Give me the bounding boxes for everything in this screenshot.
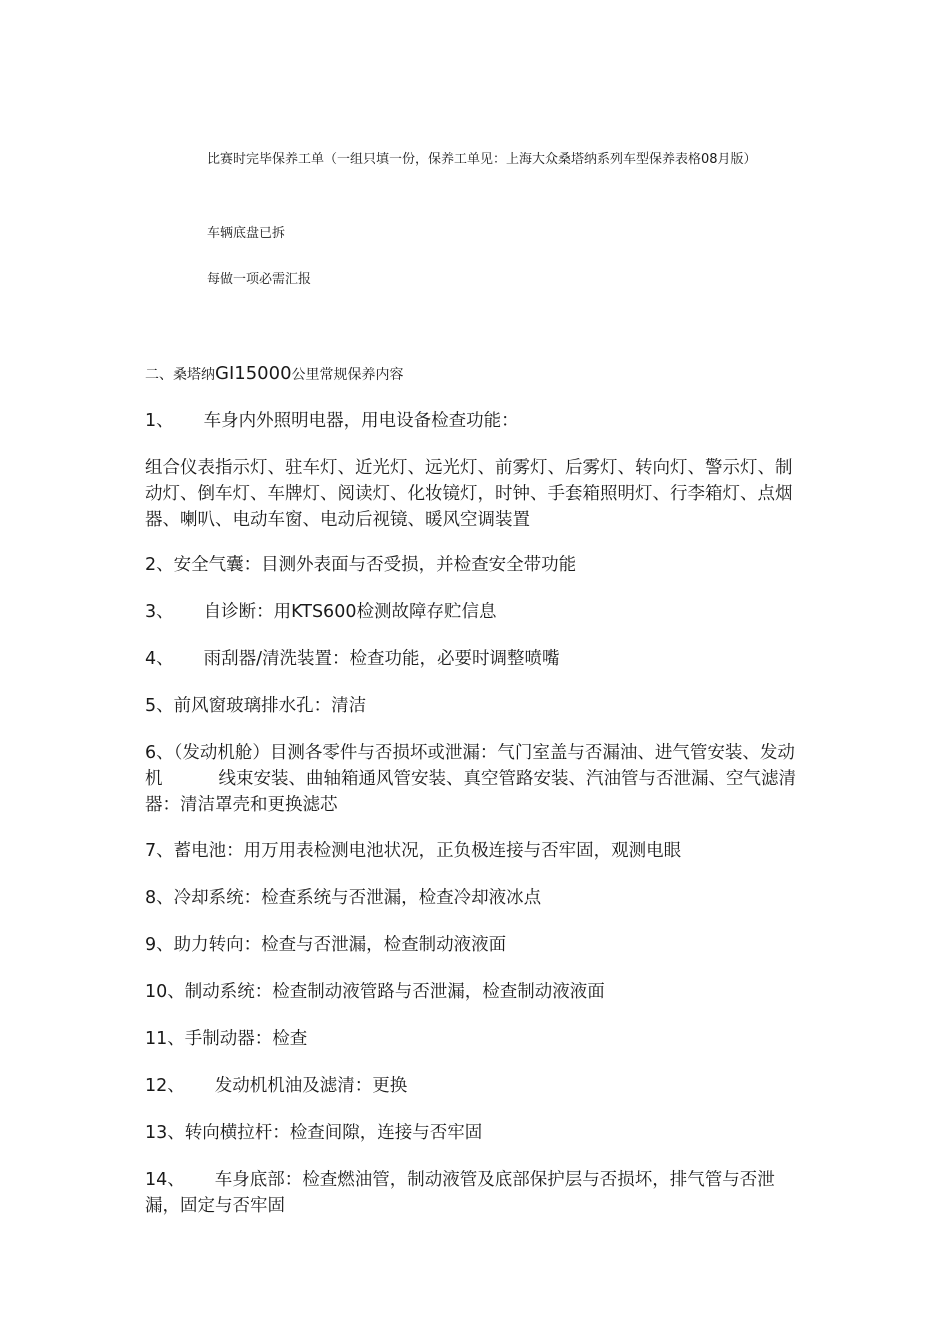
note-chassis: 车辆底盘已拆 <box>207 226 286 241</box>
item-4 <box>145 646 805 672</box>
item-13: 13、转向横拉杆：检查间隙，连接与否牢固 <box>145 1123 483 1143</box>
item-lights-list: 组合仪表指示灯、驻车灯、近光灯、远光灯、前雾灯、后雾灯、转向灯、警示灯、制动灯、倒车灯、车牌灯、阅读灯、化妆镜灯，时钟、手套箱照明灯、行李箱灯、点烟器、喇叭、电动车窗、电动后视镜、暖风空调装置 <box>145 458 793 530</box>
item-4-text: 雨刮器/清洗装置：检查功能，必要时调整喷嘴 <box>203 649 560 669</box>
section-prefix: 二、桑塔纳 <box>145 367 215 383</box>
item-6 <box>145 740 805 818</box>
item-1-text: 车身内外照明电器，用电设备检查功能： <box>203 411 519 431</box>
item-6-text-b: 线束安装、曲轴箱通风管安装、真空管路安装、汽油管与否泄漏、空气滤清器：清洁罩壳和更换滤芯 <box>145 769 796 815</box>
item-3-text: 自诊断：用KTS600检测故障存贮信息 <box>203 602 497 622</box>
item-12-number: 12、 <box>145 1076 185 1096</box>
item-12 <box>145 1073 805 1099</box>
item-7: 7、蓄电池：用万用表检测电池状况，正负极连接与否牢固，观测电眼 <box>145 841 682 861</box>
section-heading <box>145 362 404 387</box>
item-14-text: 车身底部：检查燃油管，制动液管及底部保护层与否损坏，排气管与否泄漏，固定与否牢固 <box>145 1170 775 1216</box>
section-suffix: 公里常规保养内容 <box>291 367 404 383</box>
item-4-number: 4、 <box>145 649 174 669</box>
item-12-text: 发动机机油及滤清：更换 <box>214 1076 408 1096</box>
note-worksheet: 比赛时完毕保养工单（一组只填一份，保养工单见：上海大众桑塔纳系列车型保养表格08月版） <box>207 152 757 167</box>
item-14 <box>145 1167 805 1219</box>
item-5: 5、前风窗玻璃排水孔：清洁 <box>145 696 367 716</box>
item-1-number: 1、 <box>145 411 174 431</box>
item-9: 9、助力转向：检查与否泄漏，检查制动液液面 <box>145 935 507 955</box>
item-1 <box>145 408 805 434</box>
item-3 <box>145 599 805 625</box>
item-8: 8、冷却系统：检查系统与否泄漏，检查冷却液冰点 <box>145 888 542 908</box>
note-report: 每做一项必需汇报 <box>207 272 312 287</box>
section-model: GI15000 <box>215 363 292 384</box>
item-3-number: 3、 <box>145 602 174 622</box>
item-6-text-a: 6、（发动机舱）目测各零件与否损坏或泄漏：气门室盖与否漏油、进气管安装、发动机 <box>145 743 795 789</box>
item-11: 11、手制动器：检查 <box>145 1029 308 1049</box>
item-10: 10、制动系统：检查制动液管路与否泄漏，检查制动液液面 <box>145 982 605 1002</box>
item-14-number: 14、 <box>145 1170 185 1190</box>
item-2: 2、安全气囊：目测外表面与否受损，并检查安全带功能 <box>145 555 577 575</box>
